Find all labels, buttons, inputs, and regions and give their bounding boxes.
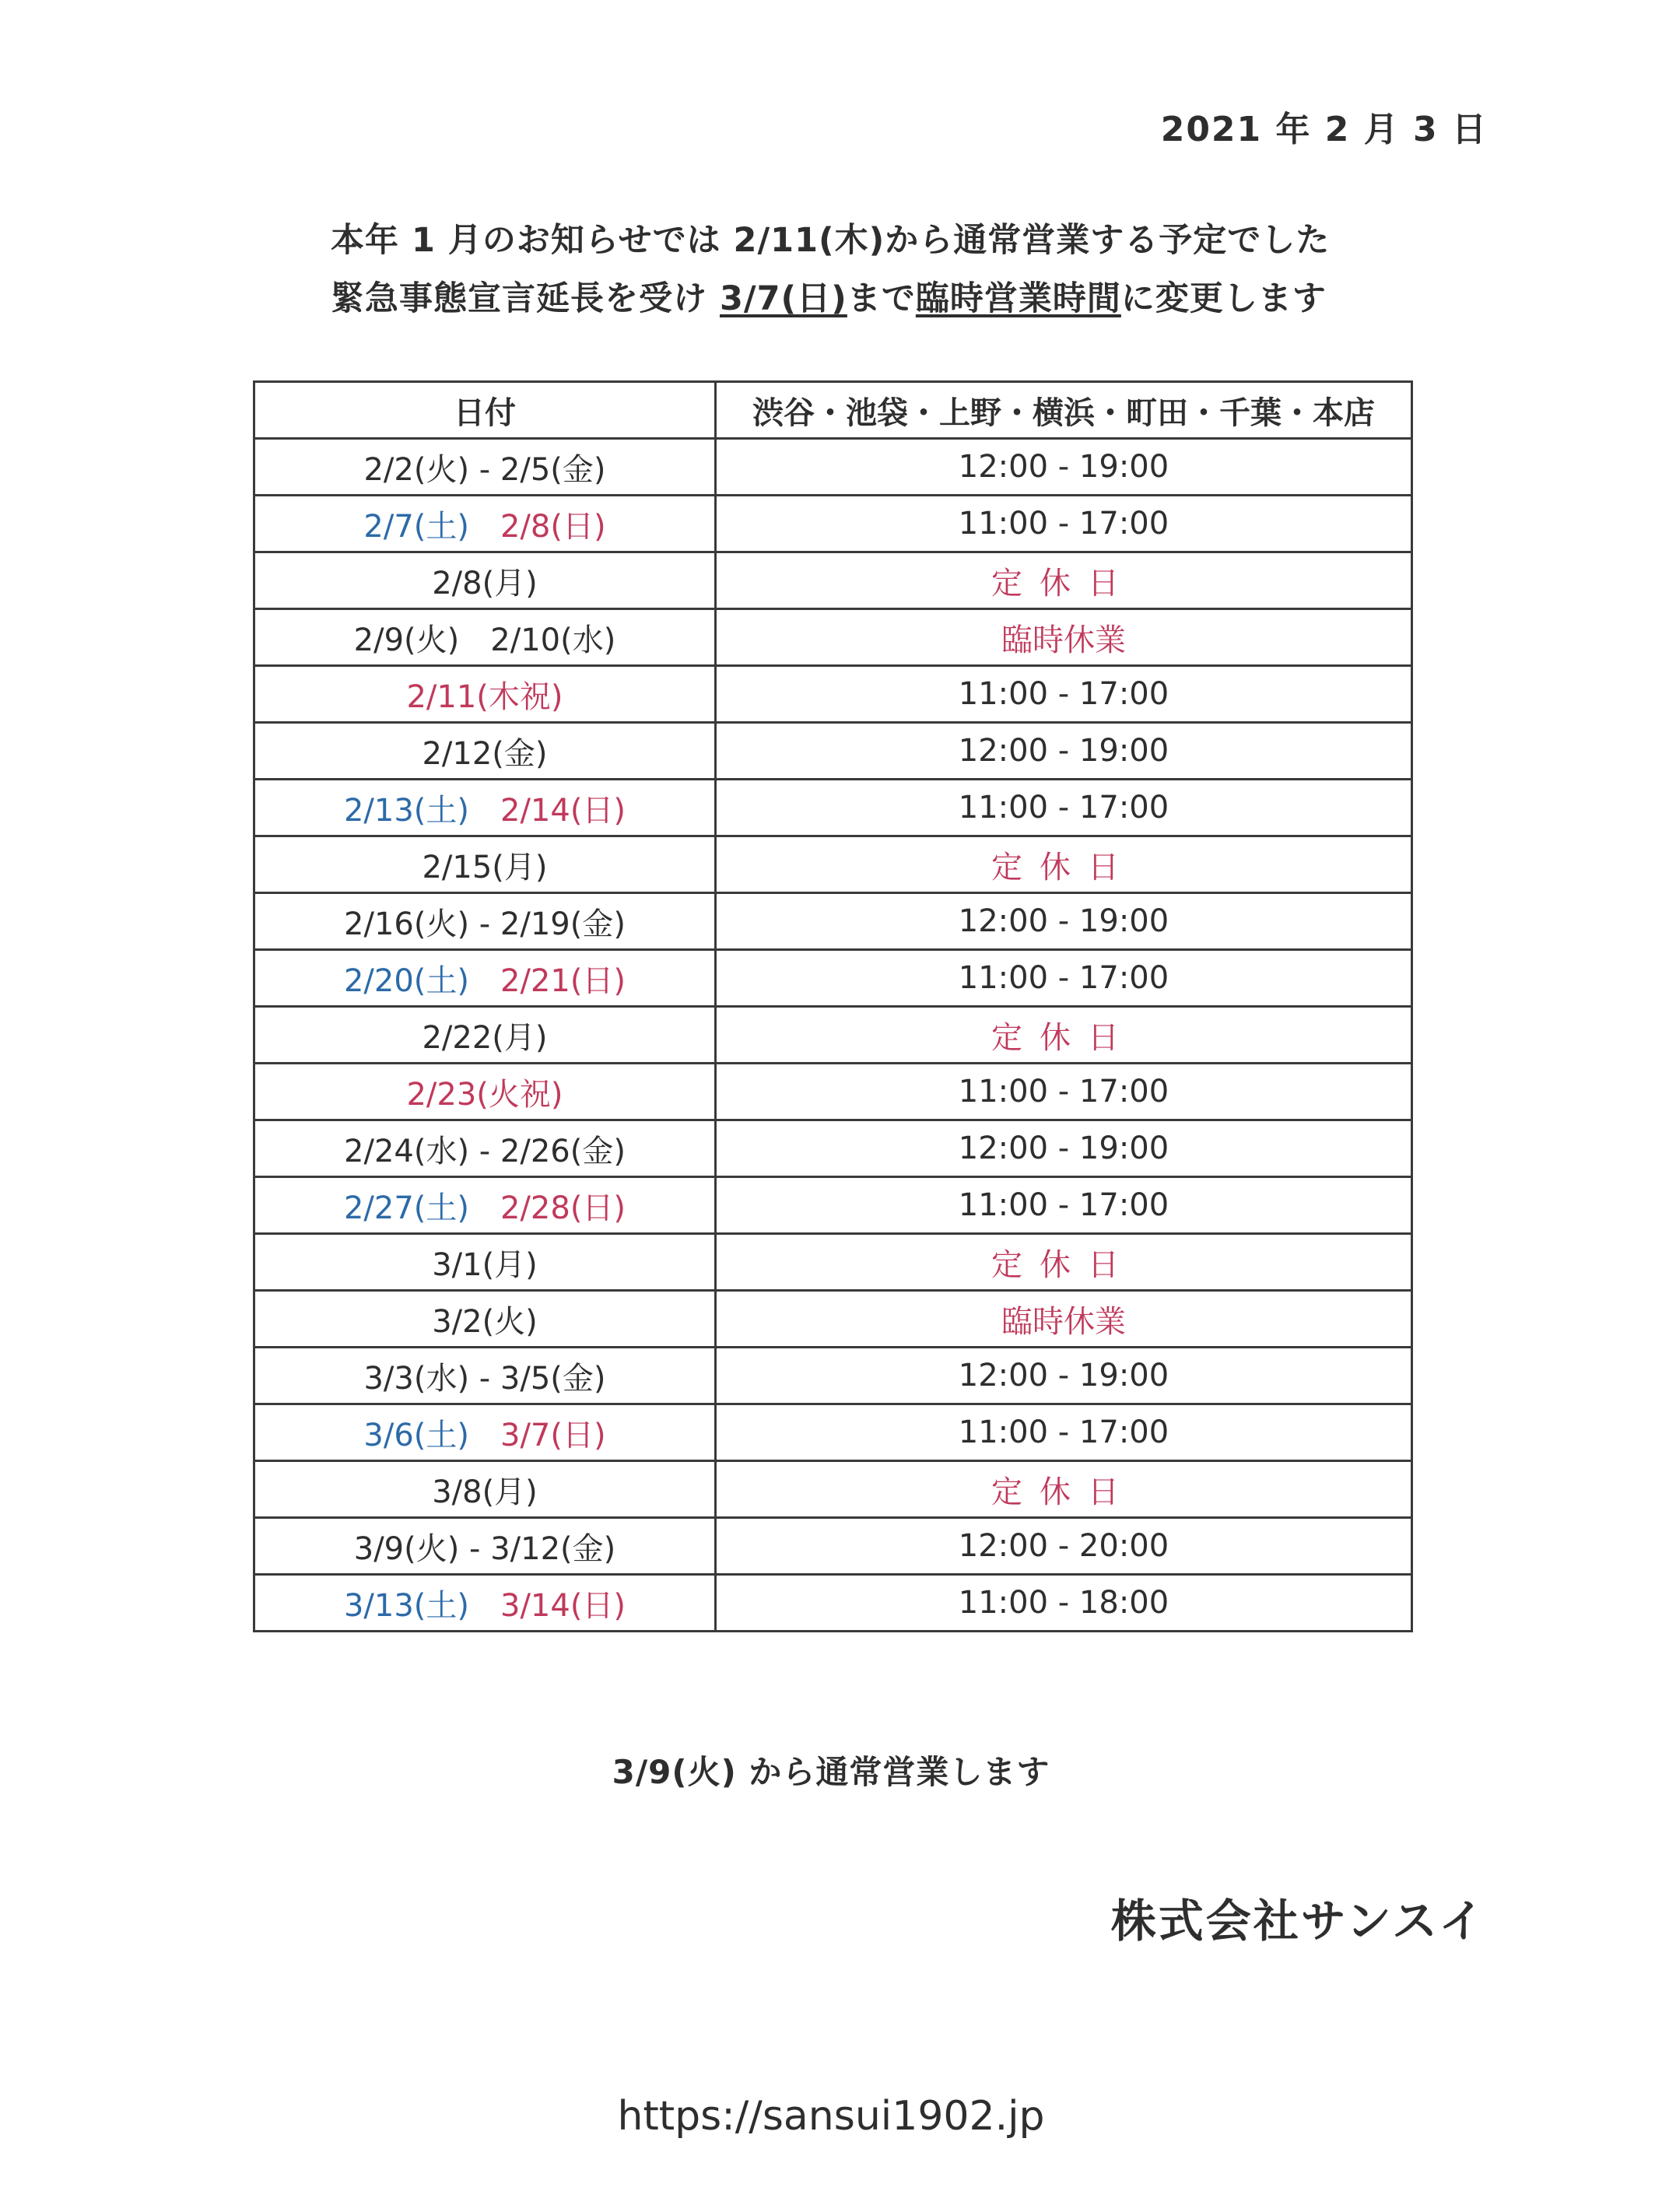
date-primary: 3/6(土) (363, 1417, 469, 1453)
intro-underlined-date: 3/7(日) (719, 279, 847, 318)
date-cell (254, 723, 716, 780)
date-secondary: 3/14(日) (500, 1587, 626, 1624)
hours-cell: 12:00 - 19:00 (716, 893, 1412, 950)
table-row (254, 1120, 1412, 1177)
date-cell (254, 1177, 716, 1234)
date-secondary: 2/8(日) (500, 508, 606, 545)
date-primary: 2/13(土) (343, 792, 469, 829)
date-cell (254, 1518, 716, 1575)
date-cell (254, 893, 716, 950)
hours-cell: 11:00 - 17:00 (716, 1064, 1412, 1120)
table-row (254, 836, 1412, 893)
date-secondary: 2/14(日) (500, 792, 626, 829)
hours-cell: 臨時休業 (716, 609, 1412, 666)
date-cell (254, 439, 716, 496)
table-row (254, 1518, 1412, 1575)
table-row (254, 893, 1412, 950)
date-primary: 2/15(月) (422, 849, 548, 885)
date-primary: 3/3(水) - 3/5(金) (363, 1360, 606, 1397)
table-row (254, 496, 1412, 552)
date-cell (254, 1461, 716, 1518)
date-primary: 2/24(水) - 2/26(金) (344, 1133, 626, 1169)
date-primary: 2/16(火) - 2/19(金) (344, 906, 626, 942)
date-cell (254, 1575, 716, 1632)
table-row (254, 950, 1412, 1007)
date-cell (254, 552, 716, 609)
hours-cell: 11:00 - 17:00 (716, 496, 1412, 552)
hours-cell: 11:00 - 17:00 (716, 780, 1412, 836)
date-secondary: 2/21(日) (500, 962, 626, 999)
date-primary: 3/2(火) (432, 1303, 538, 1340)
date-primary: 3/8(月) (432, 1474, 538, 1510)
date-primary: 2/2(火) - 2/5(金) (363, 451, 606, 488)
column-header-stores: 渋谷・池袋・上野・横浜・町田・千葉・本店 (716, 382, 1412, 439)
date-primary: 3/13(土) (343, 1587, 469, 1624)
table-row (254, 609, 1412, 666)
hours-cell: 11:00 - 17:00 (716, 950, 1412, 1007)
table-row (254, 1234, 1412, 1291)
date-cell (254, 1064, 716, 1120)
date-cell (254, 836, 716, 893)
date-cell (254, 1348, 716, 1404)
date-cell (254, 950, 716, 1007)
intro-underlined-hours: 臨時営業時間 (915, 279, 1121, 318)
hours-cell: 12:00 - 19:00 (716, 1120, 1412, 1177)
table-row (254, 1575, 1412, 1632)
hours-cell: 11:00 - 17:00 (716, 666, 1412, 723)
hours-cell: 定休日 (716, 552, 1412, 609)
intro-line-2-part-b: まで (847, 279, 916, 318)
table-row (254, 780, 1412, 836)
hours-cell: 定休日 (716, 1234, 1412, 1291)
column-header-date: 日付 (254, 382, 716, 439)
hours-cell: 12:00 - 20:00 (716, 1518, 1412, 1575)
date-primary: 2/8(月) (432, 565, 538, 601)
hours-cell: 12:00 - 19:00 (716, 1348, 1412, 1404)
date-primary: 2/12(金) (422, 735, 548, 772)
table-row (254, 439, 1412, 496)
table-row (254, 1064, 1412, 1120)
date-cell (254, 1234, 716, 1291)
table-row (254, 666, 1412, 723)
date-primary: 2/9(火) (353, 622, 460, 658)
company-name: 株式会社サンスイ (1110, 1895, 1486, 1947)
intro-line-2-part-c: に変更します (1120, 279, 1327, 318)
intro-text (331, 212, 1330, 328)
table-row (254, 1461, 1412, 1518)
table-row (254, 1007, 1412, 1064)
date-primary: 2/20(土) (343, 962, 469, 999)
hours-cell: 臨時休業 (716, 1291, 1412, 1348)
date-cell (254, 609, 716, 666)
document-date: 2021 年 2 月 3 日 (1160, 110, 1488, 149)
hours-cell: 12:00 - 19:00 (716, 723, 1412, 780)
table-row (254, 1291, 1412, 1348)
regular-hours-note: 3/9(火) から通常営業します (612, 1753, 1050, 1791)
table-row (254, 1348, 1412, 1404)
date-cell (254, 1404, 716, 1461)
date-cell (254, 1120, 716, 1177)
hours-cell: 11:00 - 17:00 (716, 1404, 1412, 1461)
date-cell (254, 1291, 716, 1348)
hours-cell: 11:00 - 17:00 (716, 1177, 1412, 1234)
date-primary: 2/22(月) (422, 1019, 548, 1056)
date-primary: 3/9(火) - 3/12(金) (353, 1530, 616, 1567)
hours-cell: 定休日 (716, 1461, 1412, 1518)
date-primary: 2/7(土) (363, 508, 469, 545)
date-primary: 3/1(月) (432, 1246, 538, 1283)
intro-line-2-part-a: 緊急事態宣言延長を受け (331, 279, 720, 318)
hours-cell: 定休日 (716, 1007, 1412, 1064)
date-cell (254, 1007, 716, 1064)
hours-cell: 12:00 - 19:00 (716, 439, 1412, 496)
date-secondary: 3/7(日) (500, 1417, 606, 1453)
date-cell (254, 780, 716, 836)
hours-cell: 11:00 - 18:00 (716, 1575, 1412, 1632)
date-primary: 2/27(土) (343, 1190, 469, 1226)
date-primary: 2/23(火祝) (406, 1076, 563, 1113)
date-cell (254, 666, 716, 723)
hours-cell: 定休日 (716, 836, 1412, 893)
table-row (254, 1177, 1412, 1234)
intro-line-1: 本年 1 月のお知らせでは 2/11(木)から通常営業する予定でした (331, 221, 1331, 260)
intro-line-2 (331, 270, 1330, 328)
website-url[interactable]: https://sansui1902.jp (617, 2093, 1045, 2140)
table-row (254, 552, 1412, 609)
table-row (254, 723, 1412, 780)
schedule-table (253, 380, 1413, 1632)
date-secondary: 2/10(水) (490, 622, 616, 658)
date-cell (254, 496, 716, 552)
schedule-header-row (254, 382, 1412, 439)
date-secondary: 2/28(日) (500, 1190, 626, 1226)
date-primary: 2/11(木祝) (406, 678, 563, 715)
table-row (254, 1404, 1412, 1461)
